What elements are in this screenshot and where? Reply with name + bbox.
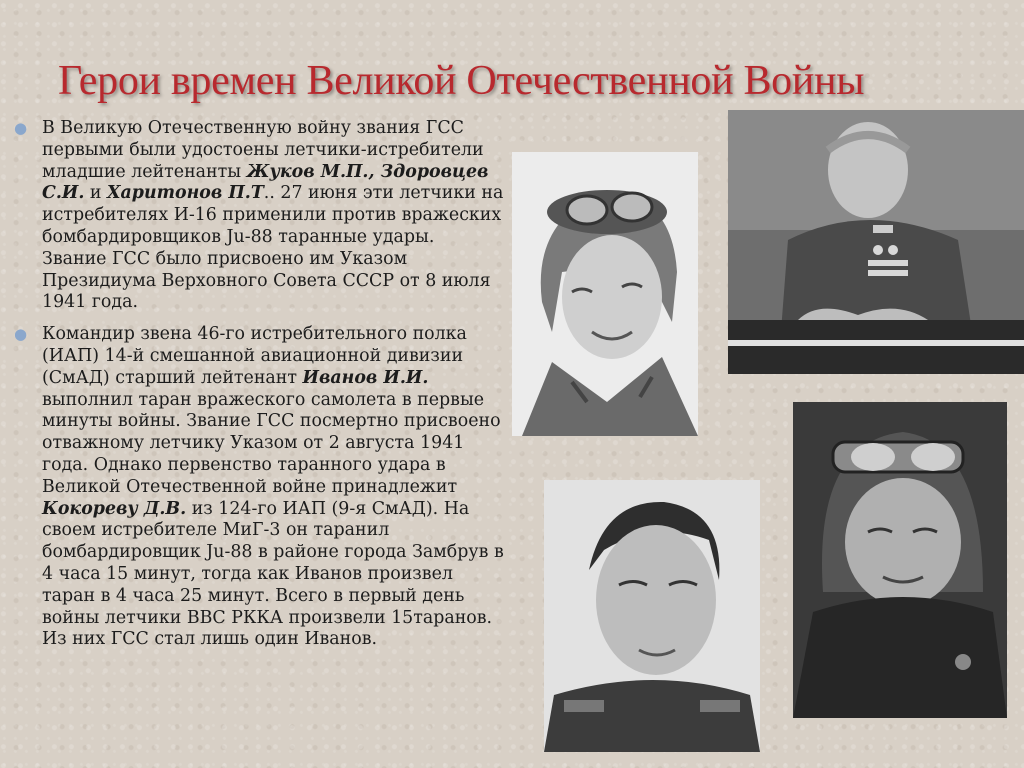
text-segment: и [84,183,108,204]
paragraph-1 [14,118,504,314]
bullet-icon: ● [14,119,28,137]
text-segment: выполнил таран вражеского самолета в первые минуты войны. Звание ГСС посмертно присвоено отважному летчику Указом от 2 августа 1941 года. Однако первенство таранного удара в Великой Отечественной войне принадлежит [42,389,501,497]
text-segment: Командир звена 46-го истребительного полка (ИАП) 14-й смешанной авиационной дивизии (СмАД) старший лейтенант [42,324,467,388]
text-body [14,118,504,661]
name-highlight: Иванов И.И. [302,367,429,388]
portrait-pilot-helmet-photo [512,152,698,436]
name-highlight: Харитонов П.Т [107,183,264,204]
text-segment: В Великую Отечественную войну звания ГСС первыми были удостоены летчики-истребители младшие лейтенанты [42,118,484,182]
slide-title: Герои времен Великой Отечественной Войны [58,58,865,104]
portrait-marshal-desk-photo [728,110,1024,374]
paragraph-2 [14,324,504,651]
name-highlight: Кокореву Д.В. [42,498,187,519]
portrait-pilot-dark-photo [793,402,1007,718]
text-segment: из 124-го ИАП (9-я СмАД). На своем истребителе МиГ-3 он таранил бомбардировщик Ju-88 в районе города Замбрув в 4 часа 15 минут, тогда как Иванов произвел таран в 4 часа 25 минут. Всего в первый день войны летчики ВВС РККА произвели 15таранов. Из них ГСС стал лишь один Иванов. [42,498,504,650]
portrait-officer-photo [544,480,760,752]
bullet-icon: ● [14,325,28,344]
name-highlight: Жуков М.П., Здоровцев С.И. [42,161,489,204]
text-segment: .. 27 июня эти летчики на истребителях И-16 применили против вражеских бомбардировщиков Ju-88 таранные удары. Звание ГСС было присвоено им Указом Президиума Верховного Совета СССР от 8 июля 1941 года. [42,183,504,313]
